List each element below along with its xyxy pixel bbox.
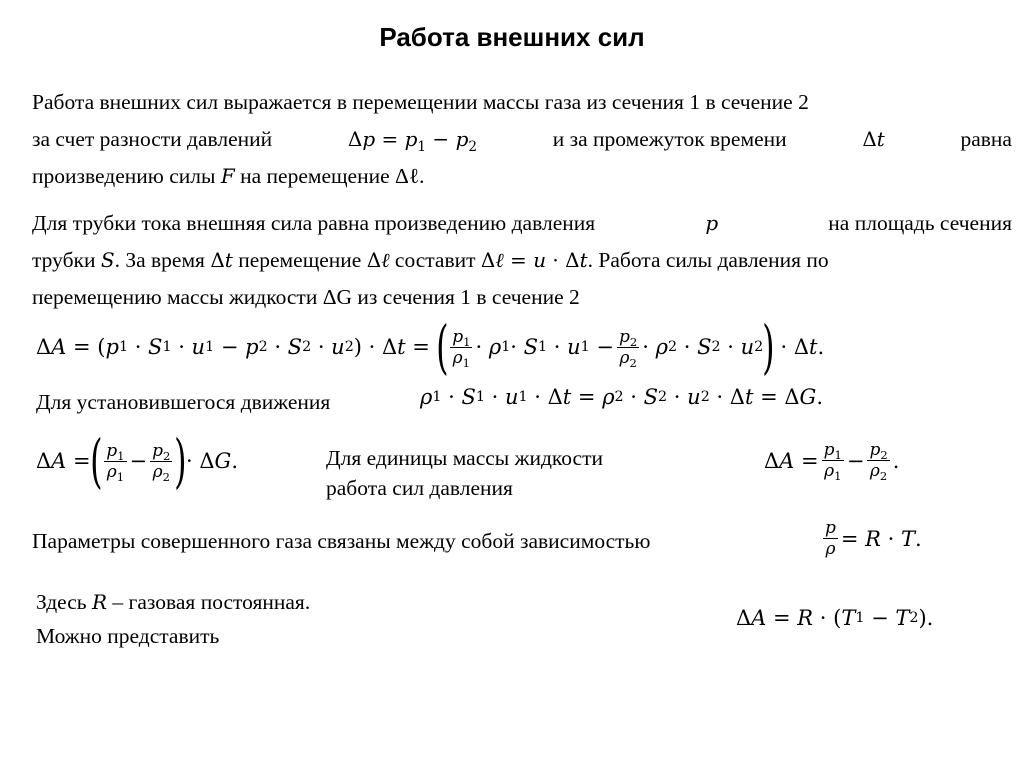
slide-title: Работа внешних сил <box>379 22 645 52</box>
unit-mass-label-1: Для единицы массы жидкости <box>326 446 603 470</box>
area-symbol: S <box>100 248 115 272</box>
force-symbol: F <box>220 164 235 188</box>
steady-motion-label: Для установившегося движения <box>36 390 331 414</box>
p1-line-3: произведению силы F на перемещение Δℓ. <box>32 164 425 188</box>
continuity-equation: ρ 1 · S 1 · u 1 · Δ t = ρ 2 · S 2 · u 2 · Δ t = Δ G . <box>420 385 824 409</box>
work-mass-equation: Δ A = ( $\frac{p_1}{\rho_1}$ − $\frac{p_2}{\rho_2}$ ) · Δ G . <box>36 427 239 495</box>
ideal-gas-equation: $\frac{p}{\rho}$ = R · T . <box>825 518 922 559</box>
work-equation: Δ A = ( p 1 · S 1 · u 1 − p 2 · S 2 · u 2 ) · Δ t = ( $\frac{p_1}{\rho_1}$ · ρ 1 · S 1 · u 1 − $\frac{p_2}{\rho_2}$ · ρ 2 · S 2 · u 2 ) · Δ t . <box>36 313 825 381</box>
p2-line-1: Для трубки тока внешняя сила равна произведению давления p на площадь сечения <box>32 205 1012 242</box>
p2-line-3: перемещению массы жидкости ΔG из сечения 1 в сечение 2 <box>32 285 580 309</box>
ideal-gas-label: Параметры совершенного газа связаны между собой зависимостью <box>32 529 651 553</box>
paragraph-1 <box>32 84 1012 195</box>
p1-line-2: за счет разности давлений $\Delta p = p_1 - p_2$ и за промежуток времени Δt равна <box>32 121 1012 158</box>
p2-line-2: трубки S. За время Δt перемещение Δℓ составит Δℓ = u · Δt. Работа силы давления по <box>32 248 829 272</box>
work-temperature-equation: Δ A = R · ( T 1 − T 2 ). <box>736 606 934 630</box>
can-represent-label: Можно представить <box>36 624 220 648</box>
p1-line-1: Работа внешних сил выражается в перемещении массы газа из сечения 1 в сечение 2 <box>32 90 809 114</box>
gas-constant-note: Здесь R – газовая постоянная. <box>36 590 311 614</box>
paragraph-2 <box>32 205 1012 316</box>
pressure-symbol: p <box>705 211 719 235</box>
pressure-difference-formula: $\Delta p = p_1 - p_2$ <box>347 127 478 155</box>
time-interval-symbol: Δt <box>862 127 885 151</box>
gas-constant-symbol: R <box>91 590 108 614</box>
displacement-formula: Δℓ = u · Δt <box>480 248 588 272</box>
specific-work-equation: Δ A = $\frac{p_1}{\rho_1}$ − $\frac{p_2}{\rho_2}$ . <box>764 440 900 484</box>
unit-mass-label-2: работа сил давления <box>326 476 513 500</box>
